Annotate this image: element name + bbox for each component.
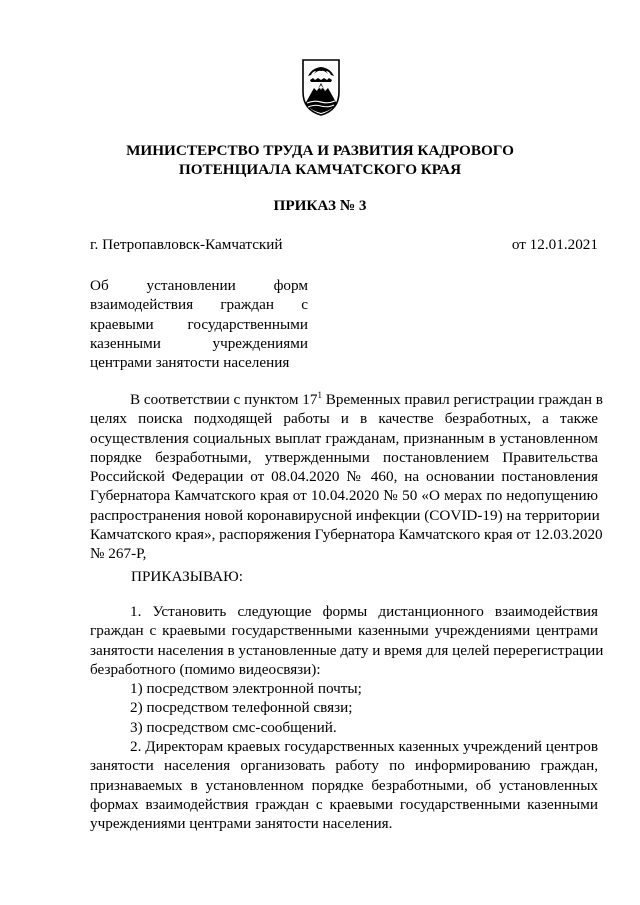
footnote-marker: 1	[317, 389, 322, 400]
ministry-name	[90, 141, 550, 179]
item-line: занятости населения организовать работу по информированию граждан,	[90, 757, 598, 775]
order-directive: ПРИКАЗЫВАЮ:	[131, 568, 243, 585]
preamble-line: № 267-Р,	[90, 545, 147, 563]
preamble-line: распространения новой коронавирусной инфекции (COVID-19) на территории	[90, 506, 600, 524]
item-line: занятости населения в установленные дату и время для целей перерегистрации	[90, 641, 604, 659]
item-line: 1. Установить следующие формы дистанционного взаимодействия	[130, 603, 598, 620]
subject-line: взаимодействия граждан с	[90, 296, 308, 314]
preamble-line	[90, 389, 603, 409]
order-date: от 12.01.2021	[511, 236, 598, 253]
preamble-paragraph	[90, 389, 603, 564]
item-line: 1) посредством электронной почты;	[130, 680, 362, 698]
item-line: учреждениями центрами занятости населения.	[90, 815, 393, 833]
preamble-text: В соответствии с пунктом 17	[130, 391, 318, 408]
item-line: граждан с краевыми государственными казенными учреждениями центрами	[90, 622, 598, 640]
preamble-line: целях поиска подходящей работы и в качестве безработных, а также	[90, 410, 598, 428]
item-line: признаваемых в установленном порядке безработными, об установленных	[90, 776, 598, 794]
preamble-line: Камчатского края», распоряжения Губернатора Камчатского края от 12.03.2020	[90, 526, 603, 544]
order-title: ПРИКАЗ № 3	[273, 197, 367, 214]
subject-line: краевыми государственными	[90, 315, 308, 333]
order-items	[90, 602, 604, 834]
subject-line: Об установлении форм	[90, 277, 308, 294]
item-line: безработного (помимо видеосвязи):	[90, 660, 321, 678]
subject-line: центрами занятости населения	[90, 354, 290, 372]
item-line: 2. Директорам краевых государственных казенных учреждений центров	[130, 738, 598, 756]
item-line: формах взаимодействия граждан с краевыми государственными казенными	[90, 795, 598, 813]
preamble-line: порядке безработными, утвержденными постановлением Правительства	[90, 448, 598, 466]
city-name: г. Петропавловск-Камчатский	[90, 236, 283, 253]
preamble-line: Губернатора Камчатского края от 10.04.2020 № 50 «О мерах по недопущению	[90, 487, 598, 505]
preamble-line: осуществления социальных выплат гражданам, признанным в установленном	[90, 429, 598, 447]
item-line: 2) посредством телефонной связи;	[130, 699, 353, 717]
order-subject	[90, 276, 308, 372]
preamble-text: Временных правил регистрации граждан в	[321, 391, 603, 408]
ministry-line-2: ПОТЕНЦИАЛА КАМЧАТСКОГО КРАЯ	[178, 161, 462, 178]
item-line: 3) посредством смс-сообщений.	[130, 718, 337, 736]
kamchatka-emblem-icon	[302, 58, 340, 116]
subject-line: казенными учреждениями	[90, 334, 308, 352]
preamble-line: Российской Федерации от 08.04.2020 № 460, на основании постановления	[90, 468, 598, 486]
ministry-line-1: МИНИСТЕРСТВО ТРУДА И РАЗВИТИЯ КАДРОВОГО	[126, 142, 514, 159]
